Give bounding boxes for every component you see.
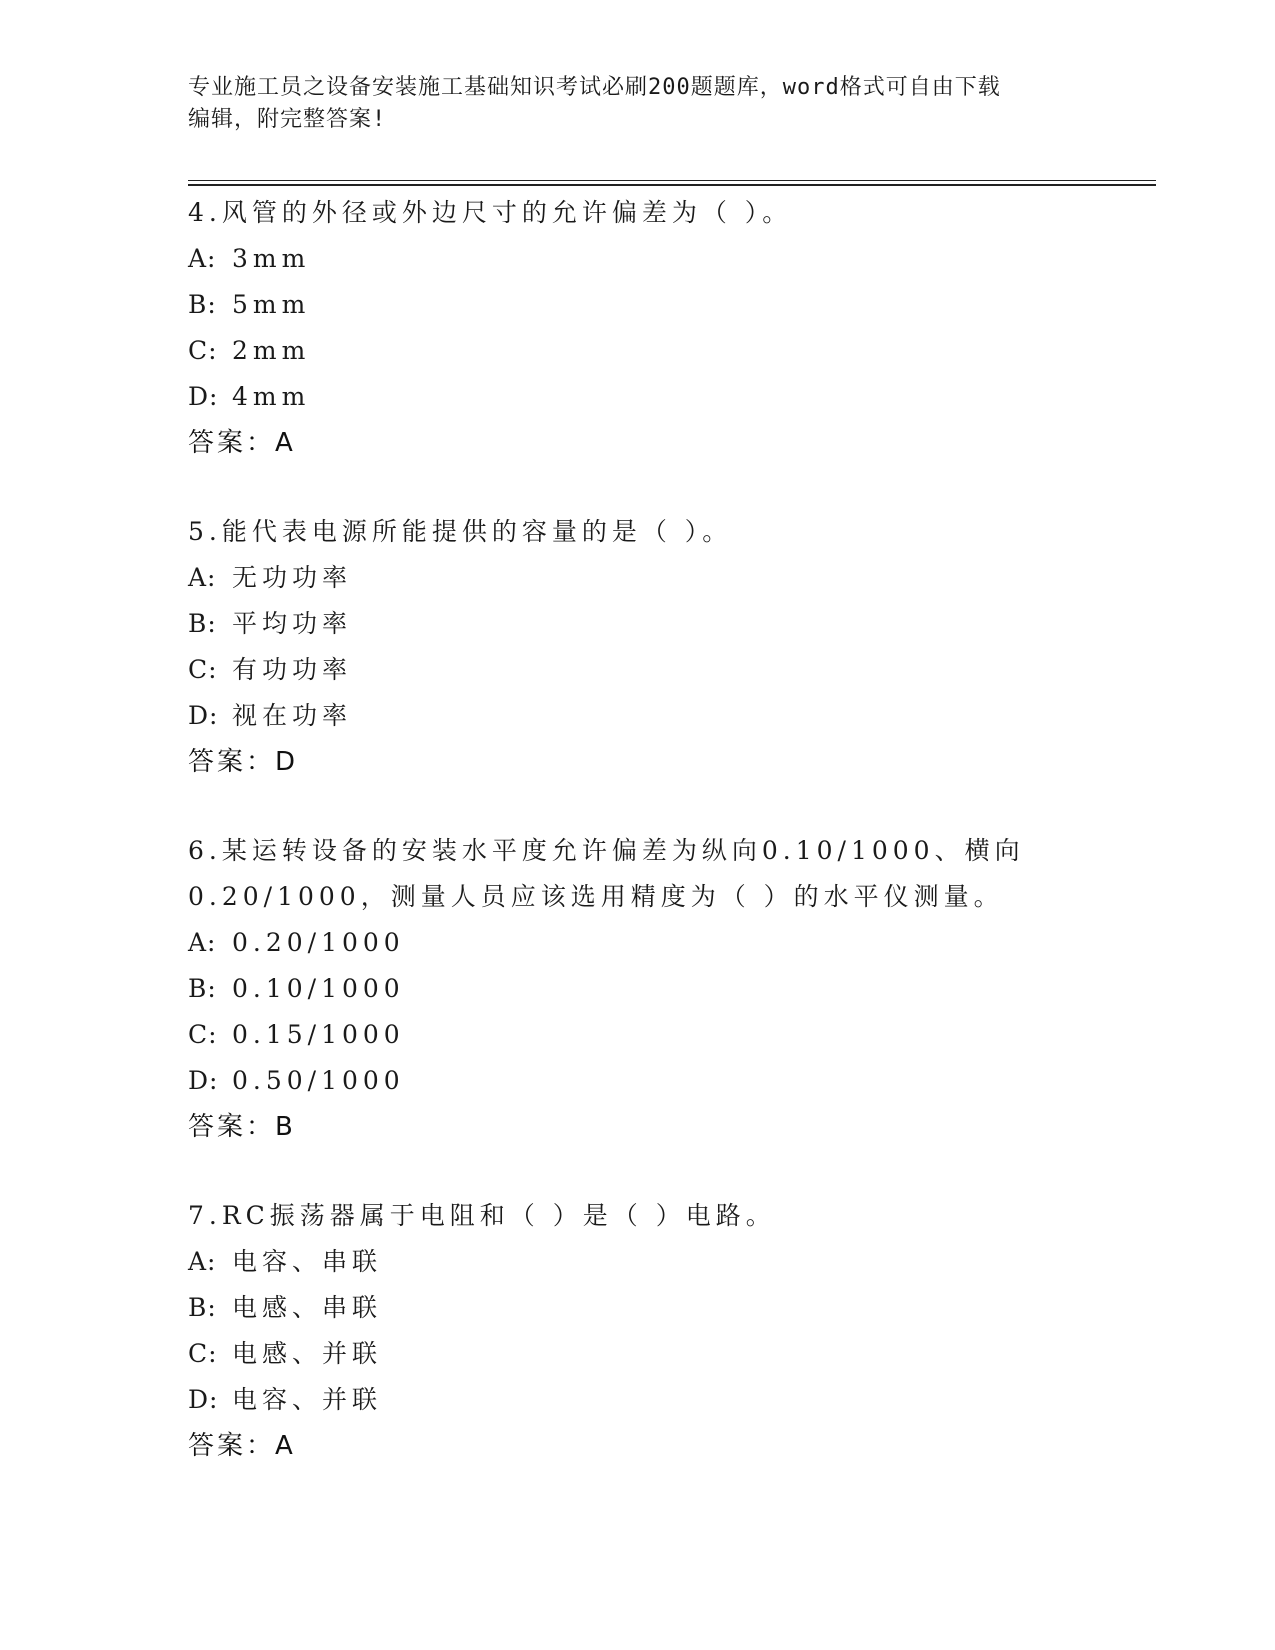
option-text: 5mm	[232, 290, 311, 319]
option-text: 有功功率	[232, 655, 353, 684]
option-label: D:	[188, 1066, 219, 1095]
question-item	[188, 190, 1148, 466]
option-label: D:	[188, 382, 219, 411]
option-text: 2mm	[232, 336, 311, 365]
question-item	[188, 828, 1148, 1150]
option-c	[188, 647, 1148, 693]
option-label: B:	[188, 1293, 217, 1322]
document-header	[188, 72, 1088, 136]
header-divider-thin	[188, 180, 1156, 181]
option-label: C:	[188, 336, 218, 365]
question-stem-continued: 0.20/1000，测量人员应该选用精度为（ ）的水平仪测量。	[188, 882, 1004, 911]
option-text: 电感、并联	[232, 1339, 383, 1368]
header-line-1: 专业施工员之设备安装施工基础知识考试必刷200题题库，word格式可自由下载	[188, 75, 1001, 100]
option-label: C:	[188, 655, 218, 684]
option-label: A:	[188, 563, 217, 592]
option-text: 视在功率	[232, 701, 353, 730]
option-d	[188, 693, 1148, 739]
option-label: D:	[188, 1385, 219, 1414]
question-list	[188, 190, 1148, 1512]
header-divider-thick	[188, 184, 1156, 186]
option-b	[188, 966, 1148, 1012]
option-label: B:	[188, 609, 217, 638]
question-stem: 5.能代表电源所能提供的容量的是（ ）。	[188, 517, 733, 546]
option-a	[188, 555, 1148, 601]
option-text: 0.50/1000	[232, 1066, 405, 1095]
question-item	[188, 1193, 1148, 1469]
option-c	[188, 1331, 1148, 1377]
option-text: 4mm	[232, 382, 311, 411]
option-c	[188, 1012, 1148, 1058]
option-a	[188, 236, 1148, 282]
option-b	[188, 282, 1148, 328]
option-text: 0.10/1000	[232, 974, 405, 1003]
option-label: A:	[188, 928, 217, 957]
answer-line: 答案：A	[188, 1431, 296, 1461]
option-text: 0.20/1000	[232, 928, 405, 957]
option-text: 无功功率	[232, 563, 353, 592]
question-stem: 6.某运转设备的安装水平度允许偏差为纵向0.10/1000、横向	[188, 836, 1025, 865]
question-stem: 7.RC振荡器属于电阻和（ ）是（ ）电路。	[188, 1201, 776, 1230]
option-c	[188, 328, 1148, 374]
option-label: C:	[188, 1020, 218, 1049]
option-label: B:	[188, 290, 217, 319]
option-b	[188, 601, 1148, 647]
option-label: A:	[188, 244, 217, 273]
question-stem: 4.风管的外径或外边尺寸的允许偏差为（ ）。	[188, 198, 793, 227]
answer-line: 答案：A	[188, 428, 296, 458]
answer-line: 答案：B	[188, 1112, 296, 1142]
option-d	[188, 1058, 1148, 1104]
option-text: 平均功率	[232, 609, 353, 638]
option-b	[188, 1285, 1148, 1331]
option-text: 0.15/1000	[232, 1020, 405, 1049]
answer-line: 答案：D	[188, 747, 299, 777]
option-d	[188, 1377, 1148, 1423]
option-text: 3mm	[232, 244, 311, 273]
option-label: D:	[188, 701, 219, 730]
option-d	[188, 374, 1148, 420]
question-item	[188, 509, 1148, 785]
option-label: A:	[188, 1247, 217, 1276]
option-a	[188, 920, 1148, 966]
header-line-2: 编辑，附完整答案!	[188, 107, 387, 132]
option-a	[188, 1239, 1148, 1285]
option-label: C:	[188, 1339, 218, 1368]
option-label: B:	[188, 974, 217, 1003]
option-text: 电感、串联	[232, 1293, 383, 1322]
option-text: 电容、并联	[232, 1385, 383, 1414]
option-text: 电容、串联	[232, 1247, 383, 1276]
